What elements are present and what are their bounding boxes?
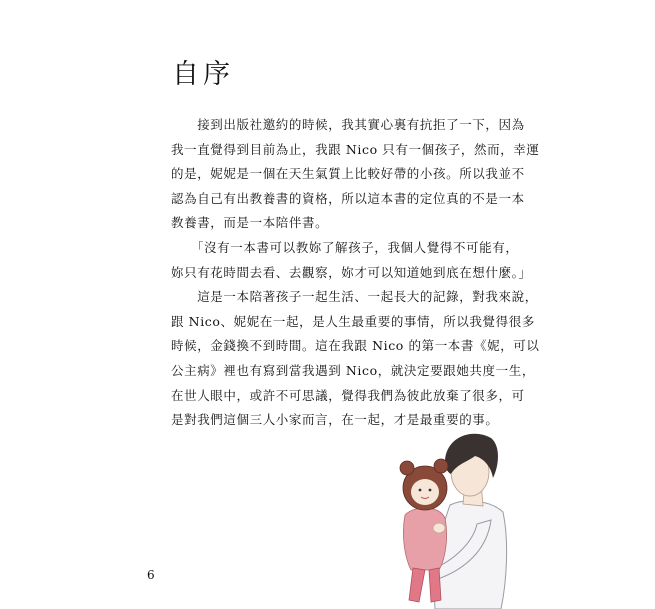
child-face <box>411 479 439 505</box>
text-line: 這是一本陪著孩子一起生活、一起長大的記錄，對我來說， <box>171 289 538 305</box>
text-line: 妳只有花時間去看、去觀察，妳才可以知道她到底在想什麼。」 <box>171 264 532 280</box>
parent-child-illustration <box>395 420 515 609</box>
text-line: 是對我們這個三人小家而言，在一起，才是最重要的事。 <box>171 412 499 428</box>
text-line: 公主病》裡也有寫到當我遇到 Nico，就決定要跟她共度一生， <box>171 362 535 378</box>
child-eye-right <box>429 489 432 492</box>
text-line: 認為自己有出教養書的資格，所以這本書的定位真的不是一本 <box>171 190 525 206</box>
page-number: 6 <box>147 568 155 582</box>
child-body <box>403 508 446 570</box>
text-line: 時候，金錢換不到時間。這在我跟 Nico 的第一本書《妮，可以 <box>171 338 540 354</box>
hood-ear-left <box>400 461 414 475</box>
text-line: 我一直覺得到目前為止，我跟 Nico 只有一個孩子，然而，幸運 <box>171 141 540 157</box>
text-line: 教養書，而是一本陪伴書。 <box>171 215 329 231</box>
page-title: 自序 <box>172 59 234 90</box>
child-hand <box>433 523 445 533</box>
child-eye-left <box>419 489 422 492</box>
hood-ear-right <box>434 459 448 473</box>
text-line: 「沒有一本書可以教妳了解孩子，我個人覺得不可能有， <box>171 239 519 255</box>
text-line: 在世人眼中，或許不可思議，覺得我們為彼此放棄了很多，可 <box>171 387 525 403</box>
text-line: 的是，妮妮是一個在天生氣質上比較好帶的小孩。所以我並不 <box>171 166 525 182</box>
text-line: 跟 Nico、妮妮在一起，是人生最重要的事情，所以我覺得很多 <box>171 313 535 329</box>
preface-body <box>171 113 540 433</box>
text-line: 接到出版社邀約的時候，我其實心裏有抗拒了一下，因為 <box>171 117 525 132</box>
child-legs <box>409 568 441 602</box>
